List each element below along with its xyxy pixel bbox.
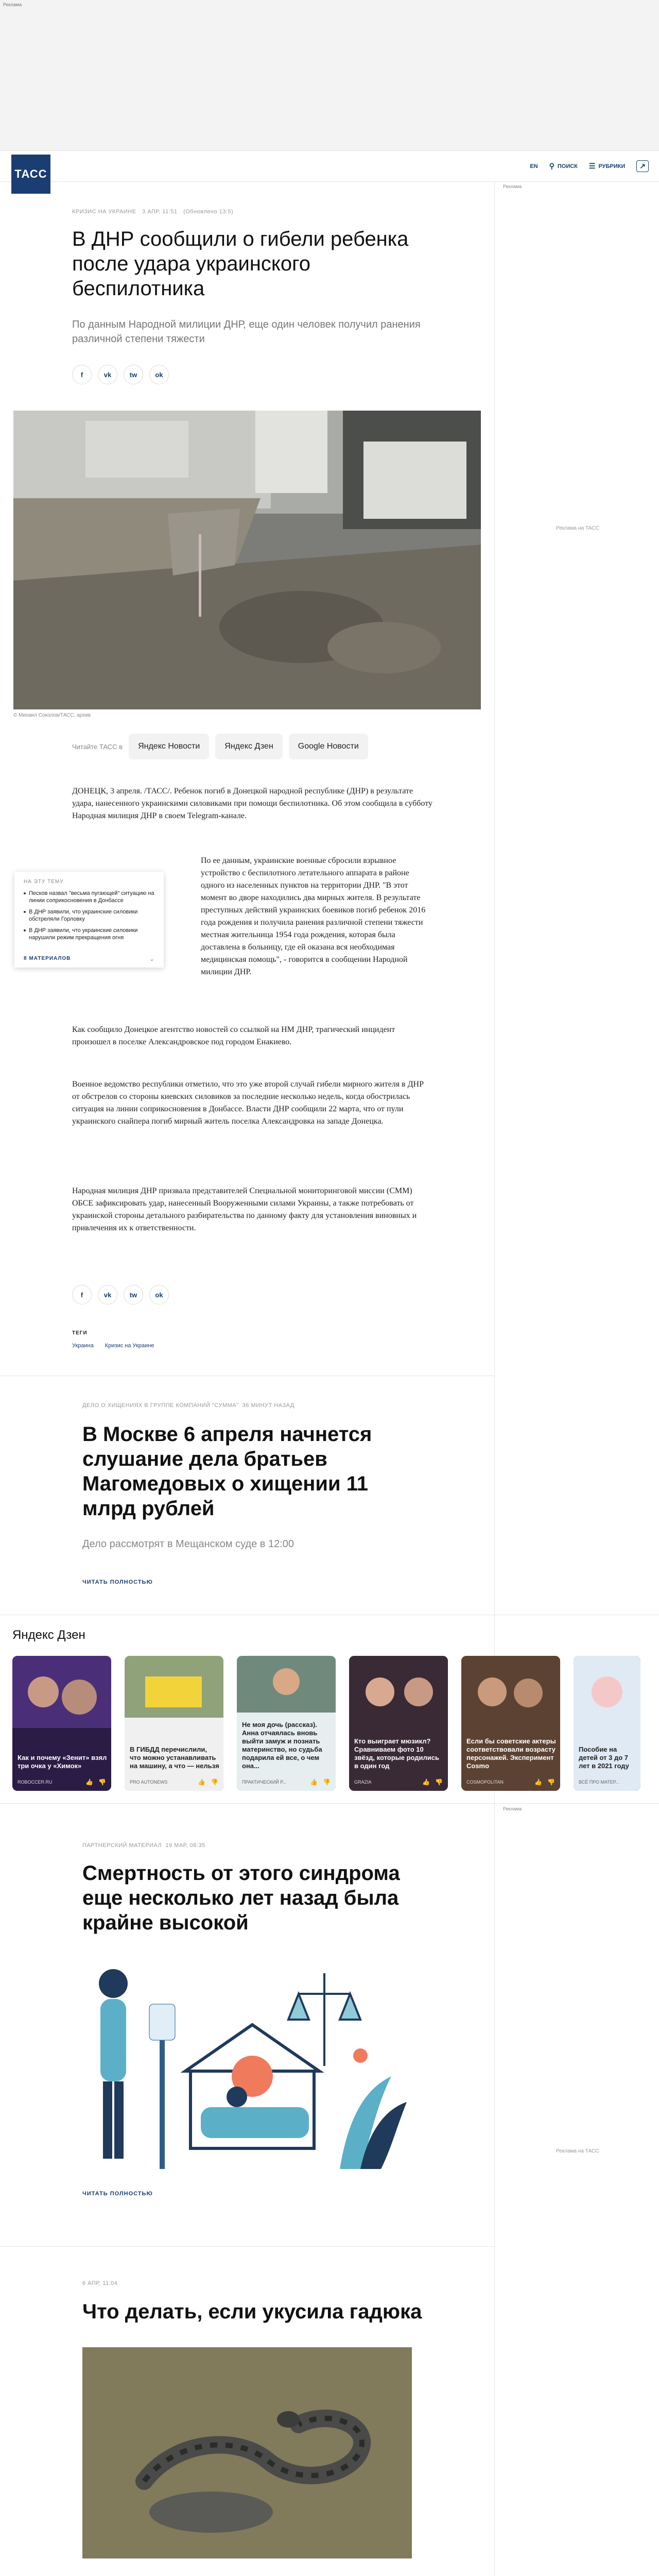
google-news-link[interactable]: Google Новости: [289, 734, 368, 759]
tag-link[interactable]: Украина: [72, 1343, 94, 1349]
sidebar-ad-label: Реклама: [503, 1806, 522, 1811]
share-bar-top: [72, 365, 169, 384]
yandex-news-link[interactable]: Яндекс Новости: [129, 734, 209, 759]
on-this-topic-heading: НА ЭТУ ТЕМУ: [24, 879, 64, 885]
like-icon[interactable]: 👍: [534, 1778, 543, 1786]
vk-share-icon[interactable]: vk: [98, 365, 117, 384]
topic-link[interactable]: В ДНР заявили, что украинские силовики нарушили режим прекращения огня: [24, 927, 154, 941]
yandex-dzen-logo[interactable]: Яндекс Дзен: [12, 1628, 85, 1642]
more-materials-link[interactable]: 8 МАТЕРИАЛОВ: [24, 956, 71, 961]
vk-share-icon[interactable]: vk: [98, 1285, 117, 1304]
topic-link[interactable]: Песков назвал "весьма пугающей" ситуацию на линии соприкосновения в Донбассе: [24, 890, 154, 904]
sidebar-ad-label: Реклама: [503, 184, 522, 189]
dislike-icon[interactable]: 👎: [211, 1778, 218, 1786]
article-paragraph: Как сообщило Донецкое агентство новостей со ссылкой на НМ ДНР, трагический инцидент произошел в поселке Александровское под городом Енакиево.: [72, 1025, 395, 1046]
card-image: [349, 1656, 448, 1791]
card-image: [574, 1656, 640, 1791]
dzen-card[interactable]: Если бы советские актеры соответствовали возрасту персонажей. Эксперимент Cosmo COSMOPOLITAN 👍 👎: [461, 1656, 560, 1791]
dislike-icon[interactable]: 👎: [323, 1778, 331, 1786]
next-article-lead: Дело рассмотрят в Мещанском суде в 12:00: [82, 1538, 294, 1550]
twitter-share-icon[interactable]: tw: [124, 365, 143, 384]
card-image: [12, 1656, 111, 1791]
like-icon[interactable]: 👍: [310, 1778, 318, 1786]
facebook-share-icon[interactable]: f: [72, 365, 92, 384]
article-paragraph: ДОНЕЦК, 3 апреля. /ТАСС/. Ребенок погиб в Донецкой народной республике (ДНР) в результате удара, нанесенного украинскими силовиками при помощи беспилотника. Об этом сообщила в субботу Народная милиция ДНР в своем Telegram-канале.: [72, 787, 432, 820]
on-this-topic-box: [14, 872, 164, 968]
viper-title[interactable]: Что делать, если укусила гадюка: [82, 2300, 422, 2323]
article-updated: (Обновлено 13:5): [183, 209, 234, 215]
read-more-link[interactable]: ЧИТАТЬ ПОЛНОСТЬЮ: [82, 2191, 153, 2197]
article-paragraph: Народная милиция ДНР призвала представителей Специальной мониторинговой миссии (СММ) ОБСЕ зафиксировать удар, нанесенный Вооруженными силами Украины, а также потребовать от украинской стороны детального разбирательства по данному факту для установления виновных и привлечения их к ответственности.: [72, 1187, 417, 1232]
article-date: 3 АПР, 11:51: [142, 209, 178, 215]
chevron-down-icon[interactable]: ⌄: [149, 955, 154, 962]
dzen-card[interactable]: Как и почему «Зенит» взял три очка у «Химок» ROBOCCER.RU 👍 👎: [12, 1656, 111, 1791]
partner-illustration: [82, 1953, 412, 2179]
dzen-card[interactable]: Не моя дочь (рассказ). Анна отчаялась вновь выйти замуж и познать материнство, но судьба подарила ей все, о чем она... ПРАКТИЧЕСКИЙ Р... 👍 👎: [237, 1656, 336, 1791]
tags-list: [72, 1343, 154, 1349]
like-icon[interactable]: 👍: [198, 1778, 206, 1786]
twitter-share-icon[interactable]: tw: [124, 1285, 143, 1304]
article-rubric[interactable]: КРИЗИС НА УКРАИНЕ: [72, 209, 136, 215]
facebook-share-icon[interactable]: f: [72, 1285, 92, 1304]
menu-icon: ☰: [588, 162, 596, 170]
chart-icon: ↗: [636, 160, 649, 172]
article-meta: [72, 209, 237, 215]
tag-link[interactable]: Кризис на Украине: [105, 1343, 154, 1349]
right-column-divider: [494, 182, 495, 2576]
card-image: [125, 1656, 223, 1791]
tass-logo[interactable]: ТАСС: [11, 155, 50, 194]
viper-photo: [82, 2347, 412, 2558]
sidebar-ad[interactable]: Реклама на ТАСС: [556, 526, 599, 531]
viper-meta: 6 АПР, 11:04: [82, 2280, 118, 2286]
topic-link[interactable]: В ДНР заявили, что украинские силовики обстреляли Горловку: [24, 908, 154, 923]
partner-meta: ПАРТНЕРСКИЙ МАТЕРИАЛ 19 МАР, 08:35: [82, 1842, 205, 1849]
search-button[interactable]: ⚲ ПОИСК: [549, 162, 578, 170]
rubrics-button[interactable]: ☰ РУБРИКИ: [588, 162, 626, 170]
header-nav: [530, 160, 649, 172]
sidebar-ad[interactable]: Реклама на ТАСС: [556, 2148, 599, 2154]
photo-caption: © Михаил Соколов/ТАСС, архив: [13, 713, 91, 718]
ok-share-icon[interactable]: ok: [149, 365, 169, 384]
article-paragraph: По ее данным, украинские военные сбросили взрывное устройство с беспилотного летательного аппарата в районе одного из населенных пунктов на территории ДНР. "В этот момент во дворе находились два мирных жителя. В результате преступных действий украинских боевиков погиб ребенок 2016 года рождения и получила ранения различной степени тяжести местная жительница 1954 года рождения, которая была доставлена в больницу, где ей оказана вся необходимая медицинская помощь", - говорится в сообщении Народной милиции ДНР.: [201, 856, 426, 976]
article-title: В ДНР сообщили о гибели ребенка после удара украинского беспилотника: [72, 228, 409, 300]
dzen-card[interactable]: Кто выиграет мюзикл? Сравниваем фото 10 звёзд, которые родились в один год GRAZIA 👍 👎: [349, 1656, 448, 1791]
read-more-link[interactable]: ЧИТАТЬ ПОЛНОСТЬЮ: [82, 1579, 153, 1585]
section-divider: [0, 1803, 659, 1804]
next-article-meta: ДЕЛО О ХИЩЕНИЯХ В ГРУППЕ КОМПАНИЙ "СУММА" 36 МИНУТ НАЗАД: [82, 1402, 294, 1409]
trend-button[interactable]: [636, 160, 649, 172]
like-icon[interactable]: 👍: [422, 1778, 430, 1786]
tags-heading: ТЕГИ: [72, 1330, 88, 1336]
section-divider: [0, 2246, 494, 2247]
yandex-dzen-link[interactable]: Яндекс Дзен: [215, 734, 283, 759]
like-icon[interactable]: 👍: [85, 1778, 94, 1786]
article-photo: [13, 411, 481, 709]
dislike-icon[interactable]: 👎: [435, 1778, 443, 1786]
top-ad-banner[interactable]: [0, 0, 659, 150]
ad-label: Реклама: [3, 2, 22, 7]
dzen-cards: [12, 1656, 640, 1791]
article-paragraph: Военное ведомство республики отметило, что это уже второй случай гибели мирного жителя в ДНР от обстрелов со стороны киевских силовиков за последние несколько недель, когда обострилась ситуация на линии соприкосновения в Донбассе. Власти ДНР сообщили 22 марта, что от пули украинского снайпера погиб мирный житель поселка Александровка на западе Донецка.: [72, 1080, 424, 1126]
ok-share-icon[interactable]: ok: [149, 1285, 169, 1304]
dzen-card[interactable]: Пособие на детей от 3 до 7 лет в 2021 году ВСЁ ПРО МАТЕР...: [574, 1656, 640, 1791]
article-lead: По данным Народной милиции ДНР, еще один человек получил ранения различной степени тяжести: [72, 319, 421, 345]
read-tass-in: Читайте ТАСС в Яндекс Новости Яндекс Дзен Google Новости: [72, 734, 368, 759]
next-article-title[interactable]: В Москве 6 апреля начнется слушание дела братьев Магомедовых о хищении 11 млрд рублей: [82, 1423, 372, 1520]
card-image: [461, 1656, 560, 1791]
dislike-icon[interactable]: 👎: [547, 1778, 555, 1786]
dislike-icon[interactable]: 👎: [98, 1778, 106, 1786]
dzen-card[interactable]: В ГИБДД перечислили, что можно устанавливать на машину, а что — нельзя PRO AUTONEWS 👍 👎: [125, 1656, 223, 1791]
partner-title[interactable]: Смертность от этого синдрома еще несколько лет назад была крайне высокой: [82, 1862, 400, 1934]
share-bar-bottom: [72, 1285, 169, 1304]
search-icon: ⚲: [549, 162, 554, 170]
site-header: [0, 150, 659, 182]
lang-switch[interactable]: EN: [530, 163, 538, 170]
